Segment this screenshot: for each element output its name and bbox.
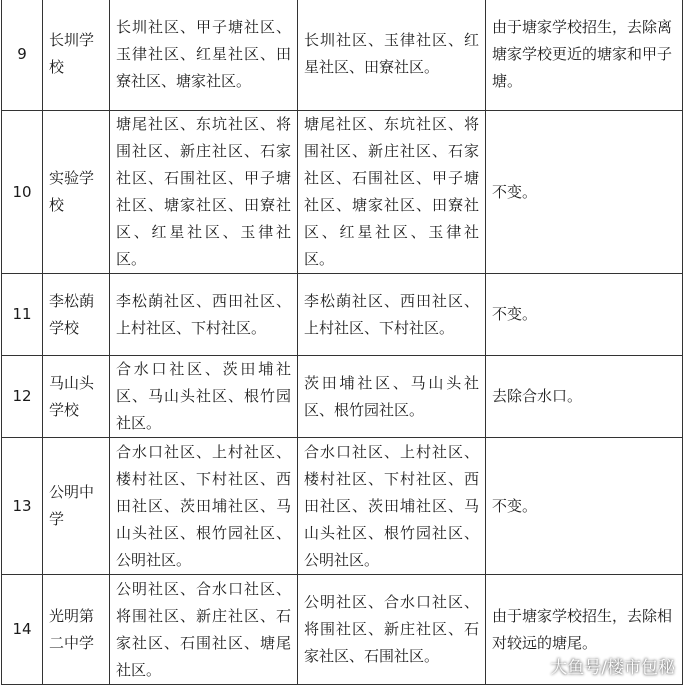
row-number: 11 — [2, 274, 43, 356]
original-area: 合水口社区、上村社区、楼村社区、下村社区、西田社区、茨田埔社区、马山头社区、根竹园社区、公明社区。 — [110, 438, 298, 575]
school-name: 公明中学 — [43, 438, 110, 575]
adjusted-area: 公明社区、合水口社区、将围社区、新庄社区、石家社区、石围社区。 — [298, 575, 486, 685]
school-name: 实验学校 — [43, 111, 110, 274]
adjust-note: 由于塘家学校招生，去除相对较远的塘尾。 — [486, 575, 683, 685]
school-name: 马山头学校 — [43, 356, 110, 438]
adjusted-area: 长圳社区、玉律社区、红星社区、田寮社区。 — [298, 0, 486, 111]
original-area: 合水口社区、茨田埔社区、马山头社区、根竹园社区。 — [110, 356, 298, 438]
school-district-table — [1, 0, 683, 685]
adjusted-area: 塘尾社区、东坑社区、将围社区、新庄社区、石家社区、石围社区、甲子塘社区、塘家社区、田寮社区、红星社区、玉律社区。 — [298, 111, 486, 274]
table-row — [2, 111, 683, 274]
adjust-note: 不变。 — [486, 111, 683, 274]
row-number: 9 — [2, 0, 43, 111]
original-area: 长圳社区、甲子塘社区、玉律社区、红星社区、田寮社区、塘家社区。 — [110, 0, 298, 111]
adjusted-area: 茨田埔社区、马山头社区、根竹园社区。 — [298, 356, 486, 438]
table-row — [2, 356, 683, 438]
table-row — [2, 0, 683, 111]
adjust-note: 不变。 — [486, 438, 683, 575]
table-row — [2, 274, 683, 356]
watermark-text: 大鱼号/楼市包秘 — [550, 658, 675, 678]
table-row — [2, 438, 683, 575]
school-name: 长圳学校 — [43, 0, 110, 111]
original-area: 李松蓢社区、西田社区、上村社区、下村社区。 — [110, 274, 298, 356]
original-area: 塘尾社区、东坑社区、将围社区、新庄社区、石家社区、石围社区、甲子塘社区、塘家社区、田寮社区、红星社区、玉律社区。 — [110, 111, 298, 274]
adjust-note: 去除合水口。 — [486, 356, 683, 438]
school-name: 李松蓢学校 — [43, 274, 110, 356]
school-name: 光明第二中学 — [43, 575, 110, 685]
adjust-note: 由于塘家学校招生，去除离塘家学校更近的塘家和甲子塘。 — [486, 0, 683, 111]
adjusted-area: 李松蓢社区、西田社区、上村社区、下村社区。 — [298, 274, 486, 356]
row-number: 12 — [2, 356, 43, 438]
adjust-note: 不变。 — [486, 274, 683, 356]
row-number: 14 — [2, 575, 43, 685]
row-number: 13 — [2, 438, 43, 575]
adjusted-area: 合水口社区、上村社区、楼村社区、下村社区、西田社区、茨田埔社区、马山头社区、根竹园社区、公明社区。 — [298, 438, 486, 575]
row-number: 10 — [2, 111, 43, 274]
original-area: 公明社区、合水口社区、将围社区、新庄社区、石家社区、石围社区、塘尾社区。 — [110, 575, 298, 685]
